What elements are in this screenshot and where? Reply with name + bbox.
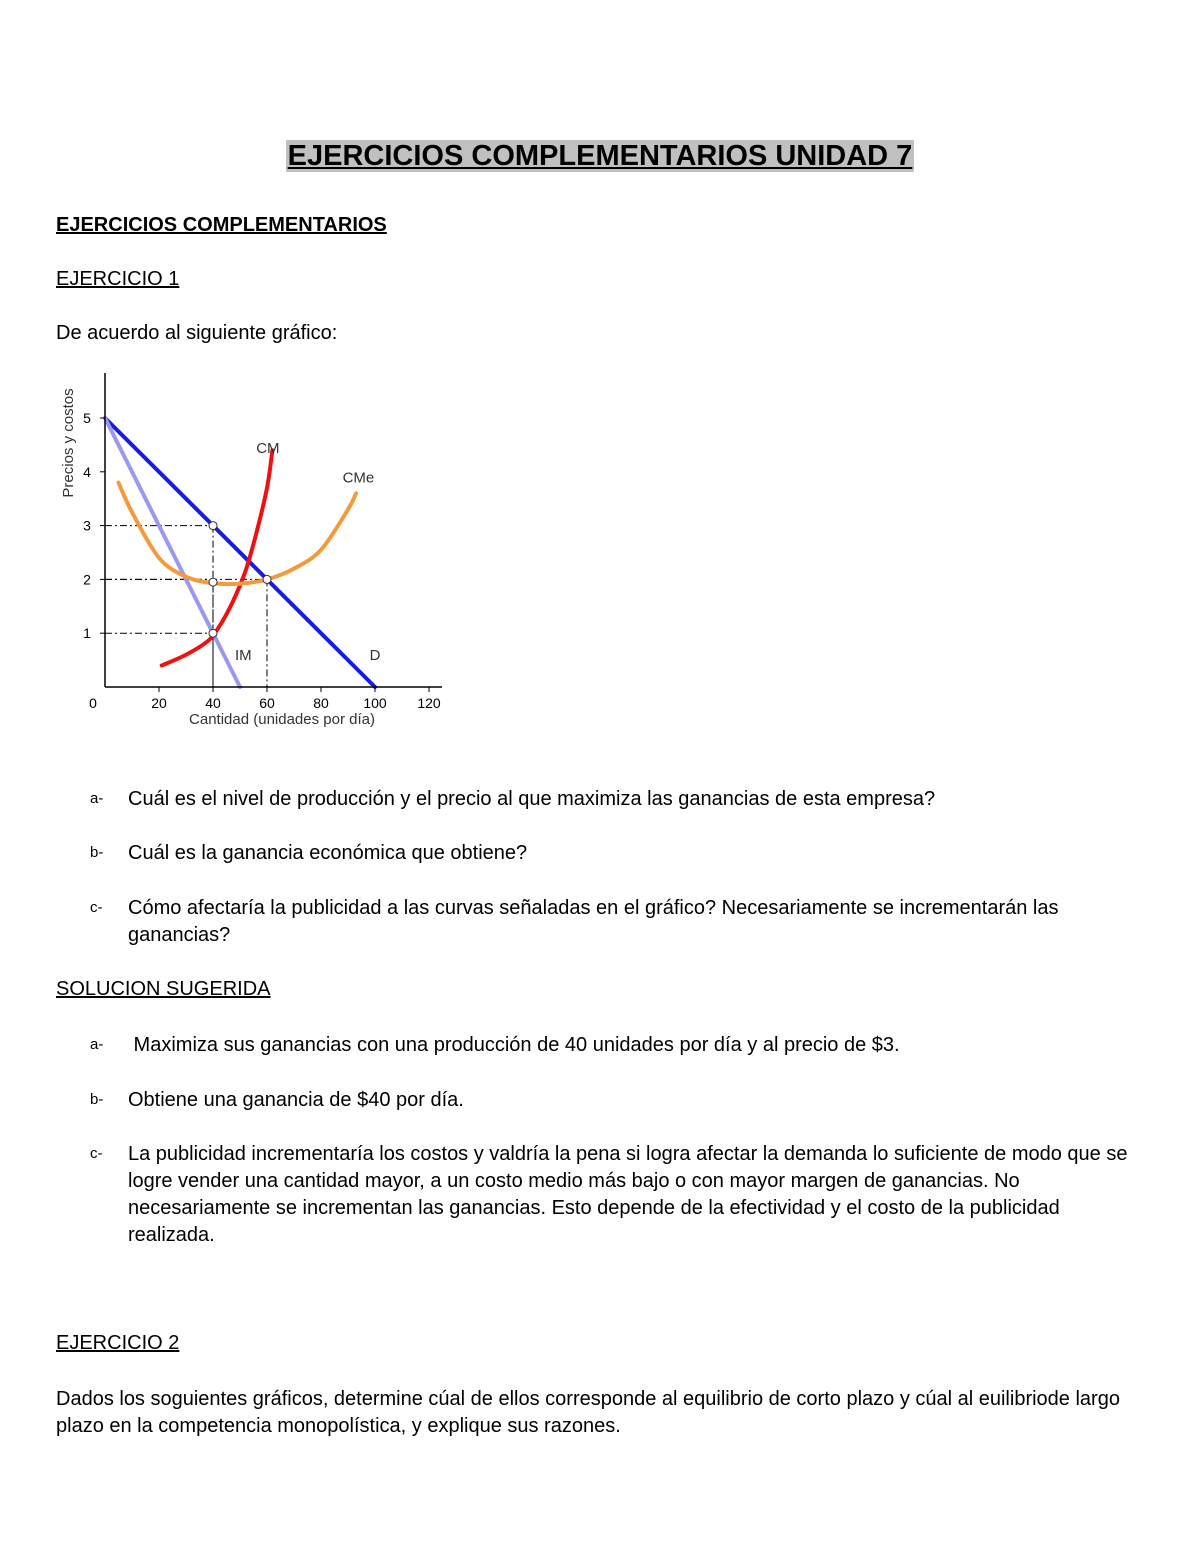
cost-revenue-chart: [50, 365, 460, 740]
answer-a-text: Maximiza sus ganancias con una producción de 40 unidades por día y al precio de $3.: [128, 1034, 900, 1056]
series-label-cme: CMe: [342, 469, 375, 487]
chart-point-3: [263, 575, 271, 583]
exercise-1-intro: De acuerdo al siguiente gráfico:: [56, 322, 338, 344]
answer-c-text: La publicidad incrementaría los costos y valdría la pena si logra afectar la demanda lo suficiente de modo que se logre vender una cantidad mayor, a un costo medio más bajo o con mayor margen de ganancias. No necesariamente se incrementan las ganancias. Esto depende de la efectividad y el costo de la publicidad realizada.: [128, 1143, 1128, 1246]
y-tick-label-3: 3: [83, 517, 91, 534]
x-tick-label-80: 80: [313, 695, 329, 711]
x-tick-label-0: 0: [89, 695, 97, 711]
y-tick-label-4: 4: [83, 463, 91, 480]
y-tick-label-2: 2: [83, 571, 91, 588]
question-c-text: Cómo afectaría la publicidad a las curvas señaladas en el gráfico? Necesariamente se incrementarán las ganancias?: [128, 897, 1059, 946]
chart-point-2: [209, 629, 217, 637]
exercise-1-heading: EJERCICIO 1: [56, 268, 180, 290]
y-tick-label-1: 1: [83, 625, 91, 642]
chart-labels: [235, 440, 381, 664]
question-a-text: Cuál es el nivel de producción y el precio al que maximiza las ganancias de esta empresa?: [128, 788, 936, 810]
document-title-text: EJERCICIOS COMPLEMENTARIOS UNIDAD 7: [287, 140, 913, 172]
y-axis-label: Precios y costos: [60, 388, 77, 498]
answer-c-marker: c-: [90, 1145, 103, 1162]
answer-b-marker: b-: [90, 1091, 104, 1108]
question-a-marker: a-: [90, 790, 104, 807]
x-tick-label-40: 40: [205, 695, 221, 711]
solution-heading: SOLUCION SUGERIDA: [56, 978, 271, 1000]
document-title: [0, 140, 1200, 173]
series-im-line: [105, 418, 240, 687]
x-axis-label: Cantidad (unidades por día): [189, 711, 375, 728]
series-label-im: IM: [235, 647, 252, 665]
question-c-marker: c-: [90, 899, 103, 916]
series-label-d: D: [369, 647, 381, 665]
question-b-text: Cuál es la ganancia económica que obtiene?: [128, 842, 528, 864]
chart-point-0: [209, 522, 217, 530]
series-label-cm: CM: [256, 439, 280, 457]
x-tick-label-20: 20: [151, 695, 167, 711]
question-b-marker: b-: [90, 844, 104, 861]
series-cme-line: [119, 483, 357, 585]
answer-b-text: Obtiene una ganancia de $40 por día.: [128, 1089, 464, 1111]
chart-point-1: [209, 578, 217, 586]
x-tick-label-100: 100: [363, 695, 387, 711]
x-tick-label-120: 120: [417, 695, 441, 711]
section-heading: EJERCICIOS COMPLEMENTARIOS: [56, 214, 387, 236]
answer-a-marker: a-: [90, 1036, 104, 1053]
exercise-2-text: Dados los soguientes gráficos, determine cúal de ellos corresponde al equilibrio de corto plazo y cúal al euilibriode largo plazo en la competencia monopolística, y explique sus razones.: [56, 1388, 1120, 1437]
y-tick-label-5: 5: [83, 410, 91, 426]
x-tick-label-60: 60: [259, 695, 275, 711]
exercise-2-heading: EJERCICIO 2: [56, 1332, 180, 1354]
